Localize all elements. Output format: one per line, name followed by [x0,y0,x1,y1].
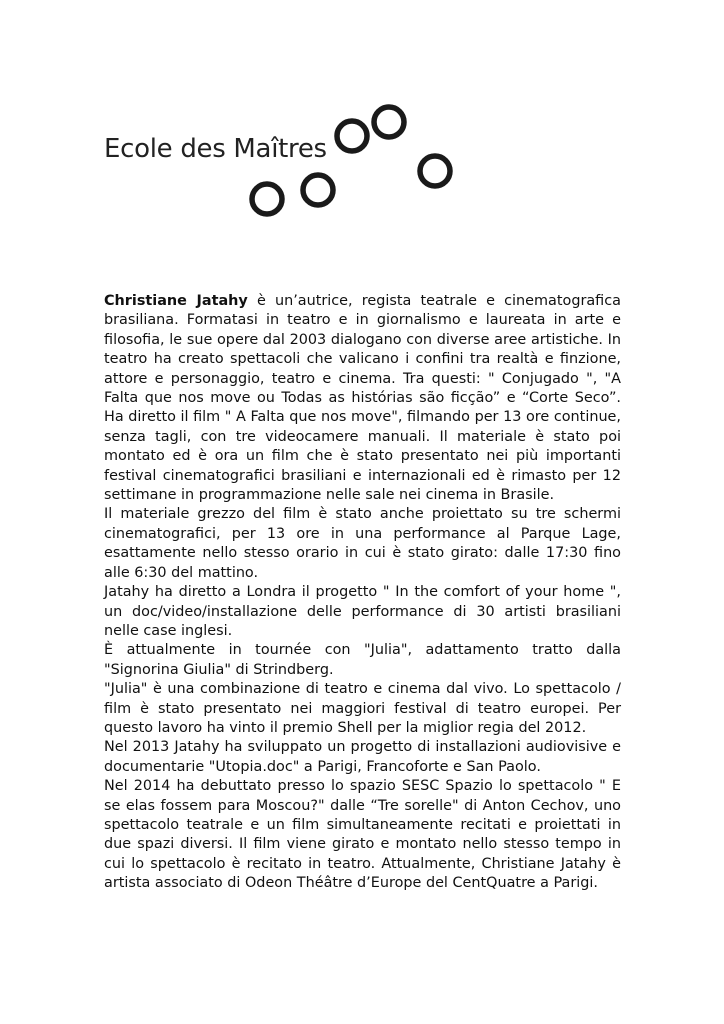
bio-paragraph-6: Nel 2013 Jatahy ha sviluppato un progetto di installazioni audiovisive e documentarie "Utopia.doc" a Parigi, Francoforte e San Paolo. [104,739,621,775]
bio-paragraph-2: Il materiale grezzo del film è stato anche proiettato su tre schermi cinematografici, per 13 ore in una performance al Parque Lage, esattamente nello stesso orario in cui è stato girato: dalle 17:30 fino alle 6:30 del mattino. [104,506,621,581]
logo-circle [337,121,367,151]
logo-circles [0,0,724,260]
bio-paragraph-4: È attualmente in tournée con "Julia", adattamento tratto dalla "Signorina Giulia" di Strindberg. [104,642,621,678]
biography [104,292,621,894]
bio-paragraph-3: Jatahy ha diretto a Londra il progetto " In the comfort of your home ", un doc/video/installazione delle performance di 30 artisti brasiliani nelle case inglesi. [104,584,621,639]
bio-paragraph-1: Christiane Jatahy è un’autrice, regista teatrale e cinematografica brasiliana. Formatasi in teatro e in giornalismo e laureata in arte e filosofia, le sue opere dal 2003 dialogano con diverse aree artistiche. In teatro ha creato spettacoli che valicano i confini tra realtà e finzione, attore e personaggio, teatro e cinema. Tra questi: " Conjugado ", "A Falta que nos move ou Todas as histórias são ficção” e “Corte Seco”. Ha diretto il film " A Falta que nos move", filmando per 13 ore continue, senza tagli, con tre videocamere manuali. Il materiale è stato poi montato ed è ora un film che è stato presentato nei più importanti festival cinematografici brasiliani e internazionali ed è rimasto per 12 settimane in programmazione nelle sale nei cinema in Brasile. [104,293,621,504]
logo-circle [252,184,282,214]
bio-paragraph-5: "Julia" è una combinazione di teatro e cinema dal vivo. Lo spettacolo / film è stato presentato nei maggiori festival di teatro europei. Per questo lavoro ha vinto il premio Shell per la miglior regia del 2012. [104,681,621,736]
logo-circle [374,107,404,137]
bio-paragraph-7: Nel 2014 ha debuttato presso lo spazio SESC Spazio lo spettacolo " E se elas fossem para Moscou?" dalle “Tre sorelle" di Anton Cechov, uno spettacolo teatrale e un film simultaneamente recitati e proiettati in due spazi diversi. Il film viene girato e montato nello stesso tempo in cui lo spettacolo è recitato in teatro. Attualmente, Christiane Jatahy è artista associato di Odeon Théâtre d’Europe del CentQuatre a Parigi. [104,778,621,892]
logo-circle [420,156,450,186]
logo-circle [303,175,333,205]
artist-name: Christiane Jatahy [104,293,248,309]
logo-text: Ecole des Maîtres [104,134,327,164]
